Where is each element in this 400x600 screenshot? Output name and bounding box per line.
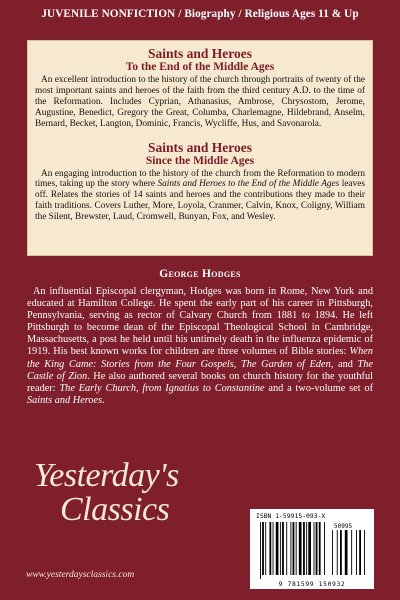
publisher-url[interactable]: www.yesterdaysclassics.com	[26, 570, 135, 580]
logo-line-2: Classics	[60, 491, 170, 528]
book1-description: An excellent introduction to the history of the church through portraits of twenty of the most important saints and heroes of the faith from the third century A.D. to the time of the Reformation. Includes Cyprian, Athanasius, Ambrose, Chrysostom, Jerome, Augustine, Benedict, Gregory the Great, Columba, Charlemagne, Hildebrand, Anselm, Bernard, Becket, Langton, Dominic, Francis, Wycliffe, Hus, and Savonarola.	[35, 75, 365, 129]
category-line: JUVENILE NONFICTION / Biography / Religious Ages 11 & Up	[41, 8, 359, 20]
author-bio: An influential Episcopal clergyman, Hodges was born in Rome, New York and educated at Hamilton College. He spent the early part of his career in Pittsburgh, Pennsylvania, serving as rector of Calvary Church from 1881 to 1894. He left Pittsburgh to become dean of the Episcopal Theological School in Cambridge, Massachusetts, a post he held until his untimely death in the influenza epidemic of 1919. His best known works for children are three volumes of Bible stories: When the King Came: Stories from the Four Gospels, The Garden of Eden, and The Castle of Zion. He also authored several books on church history for the youthful reader: The Early Church, from Ignatius to Constantine and a two-volume set of Saints and Heroes.	[27, 286, 374, 406]
isbn-label: ISBN 1-59915-093-X	[256, 512, 326, 520]
book2-subtitle: Since the Middle Ages	[145, 154, 255, 167]
book1-title: Saints and Heroes	[147, 46, 253, 61]
work-title: The Castle of Zion	[27, 358, 373, 382]
book1-panel	[27, 40, 373, 256]
price-code: 50995	[334, 523, 353, 530]
logo-line-1: Yesterday's	[34, 457, 179, 494]
book2-reference-title: Saints and Heroes to the End of the Middle Ages	[157, 179, 340, 190]
work-title: Saints and Heroes	[27, 394, 103, 406]
book2-title: Saints and Heroes	[147, 139, 253, 155]
book2-description: An engaging introduction to the history of the church from the Reformation to modern times, taking up the story where Saints and Heroes to the End of the Middle Ages leaves off. Relates the stories of 14 saints and heroes and the contributions they made to their faith traditions. Covers Luther, More, Loyola, Cranmer, Calvin, Knox, Coligny, William the Silent, Brewster, Laud, Cromwell, Bunyan, Fox, and Wesley.	[35, 168, 365, 223]
publisher-logo	[22, 452, 242, 582]
author-name: George Hodges	[159, 268, 241, 280]
work-title: The Early Church, from Ignatius to Constantine	[59, 382, 265, 394]
work-title: The Garden of Eden	[241, 358, 331, 370]
book1-subtitle: To the End of the Middle Ages	[125, 61, 275, 73]
work-title: When the King Came: Stories from the Four Gospels	[27, 346, 373, 370]
barcode	[250, 509, 374, 589]
barcode-bars	[254, 522, 370, 582]
barcode-number: 9 781599 150932	[278, 580, 346, 588]
